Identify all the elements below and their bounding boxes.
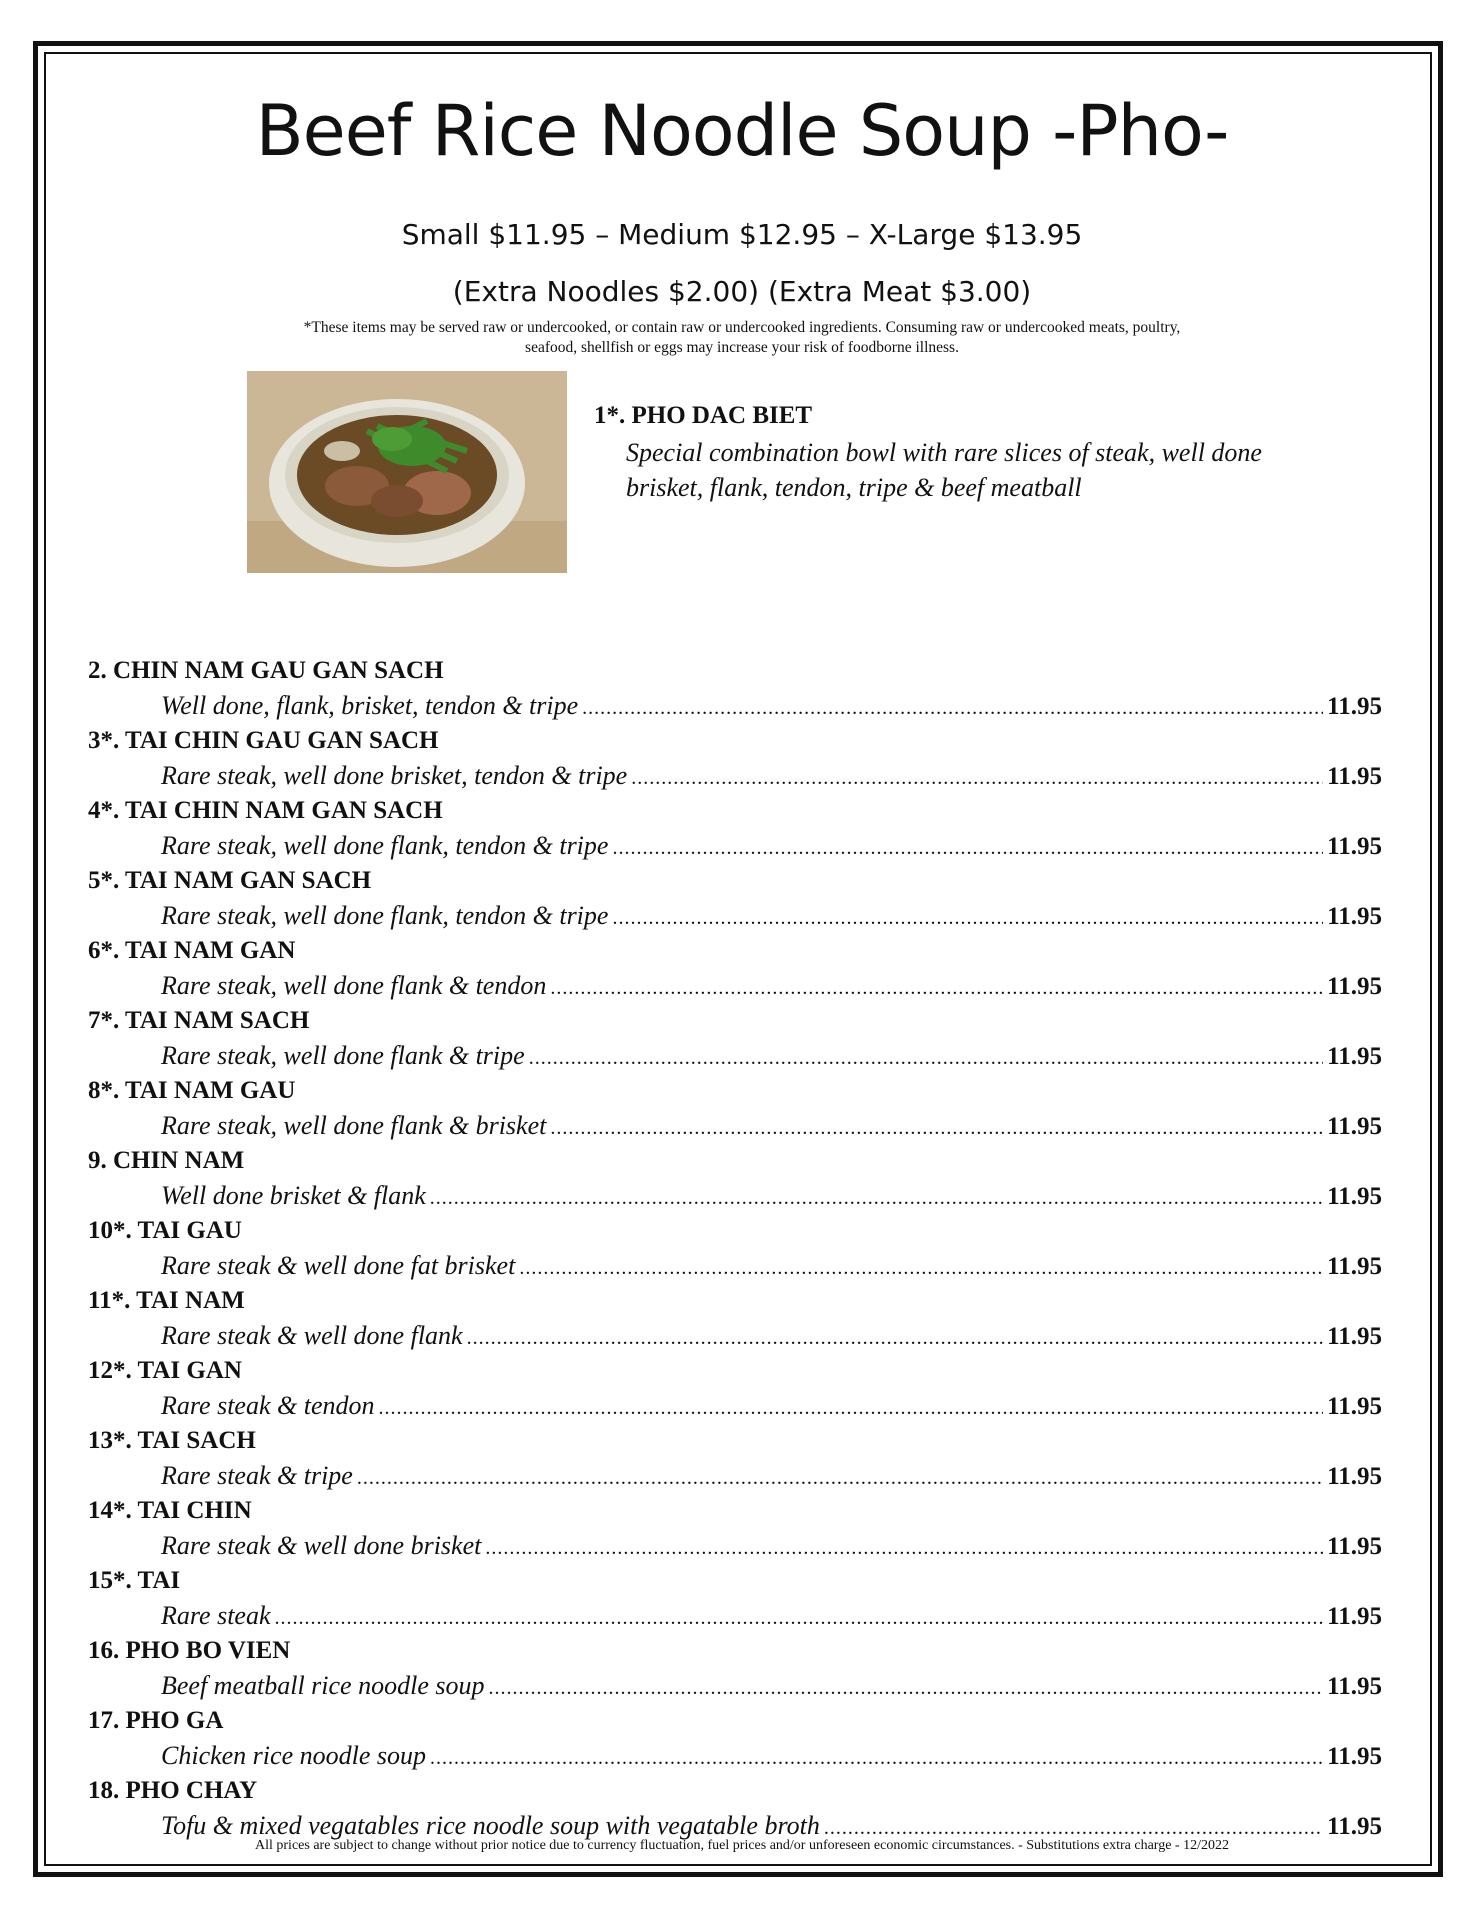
price-disclaimer: All prices are subject to change without prior notice due to currency fluctuation, fuel prices and/or unforeseen economic circumstances. - Substitutions extra charge - 12/2022 <box>255 1838 1229 1853</box>
item-price: 11.95 <box>1327 1533 1382 1560</box>
item-name: 15*. TAI <box>88 1567 181 1594</box>
item-name: 7*. TAI NAM SACH <box>88 1007 310 1034</box>
item-price: 11.95 <box>1327 833 1382 860</box>
menu-item <box>88 723 1382 793</box>
pho-bowl-illustration <box>247 371 567 573</box>
item-line <box>161 968 1382 1003</box>
item-name: 3*. TAI CHIN GAU GAN SACH <box>88 727 439 754</box>
item-name: 10*. TAI GAU <box>88 1217 242 1244</box>
item-name: 14*. TAI CHIN <box>88 1497 252 1524</box>
item-price: 11.95 <box>1327 1113 1382 1140</box>
item-description: Rare steak, well done flank & tripe <box>161 1041 525 1070</box>
consumer-advisory: *These items may be served raw or undercooked, or contain raw or undercooked ingredients. Consuming raw or undercooked meats, poultry, seafood, shellfish or eggs may increase your risk of foodborne illness. <box>303 319 1181 356</box>
item-description: Tofu & mixed vegatables rice noodle soup with vegatable broth <box>161 1811 820 1840</box>
dot-leader <box>488 1671 1323 1706</box>
featured-item-description: Special combination bowl with rare slices of steak, well done brisket, flank, tendon, tripe & beef meatball <box>626 438 1262 502</box>
menu-item <box>88 1493 1382 1563</box>
item-line <box>161 1108 1382 1143</box>
item-description: Chicken rice noodle soup <box>161 1741 426 1770</box>
item-description: Rare steak, well done flank, tendon & tripe <box>161 901 609 930</box>
item-line <box>161 1248 1382 1283</box>
item-name: 2. CHIN NAM GAU GAN SACH <box>88 657 444 684</box>
item-description: Rare steak, well done flank, tendon & tripe <box>161 831 609 860</box>
item-price: 11.95 <box>1327 1463 1382 1490</box>
dot-leader <box>582 691 1323 726</box>
item-description: Rare steak, well done brisket, tendon & tripe <box>161 761 628 790</box>
dot-leader <box>529 1041 1323 1076</box>
item-price: 11.95 <box>1327 1743 1382 1770</box>
dot-leader <box>430 1181 1323 1216</box>
size-prices: Small $11.95 – Medium $12.95 – X-Large $13.95 <box>401 218 1083 251</box>
item-line <box>161 1388 1382 1423</box>
menu-item <box>88 1283 1382 1353</box>
item-description: Rare steak <box>161 1601 271 1630</box>
item-line <box>161 1598 1382 1633</box>
item-price: 11.95 <box>1327 1393 1382 1420</box>
item-description: Rare steak & well done brisket <box>161 1531 482 1560</box>
dot-leader <box>550 1111 1323 1146</box>
menu-item <box>88 1073 1382 1143</box>
menu-item <box>88 1353 1382 1423</box>
item-description: Beef meatball rice noodle soup <box>161 1671 485 1700</box>
item-description: Rare steak & well done flank <box>161 1321 463 1350</box>
item-price: 11.95 <box>1327 763 1382 790</box>
menu-item <box>88 1633 1382 1703</box>
item-line <box>161 1528 1382 1563</box>
menu-item <box>88 653 1382 723</box>
item-name: 11*. TAI NAM <box>88 1287 245 1314</box>
item-line <box>161 1038 1382 1073</box>
item-line <box>161 1668 1382 1703</box>
item-name: 12*. TAI GAN <box>88 1357 242 1384</box>
dot-leader <box>631 761 1323 796</box>
menu-item <box>88 1773 1382 1843</box>
item-price: 11.95 <box>1327 973 1382 1000</box>
item-name: 5*. TAI NAM GAN SACH <box>88 867 372 894</box>
item-price: 11.95 <box>1327 903 1382 930</box>
menu-item <box>88 793 1382 863</box>
menu-item <box>88 1003 1382 1073</box>
item-name: 4*. TAI CHIN NAM GAN SACH <box>88 797 443 824</box>
item-line <box>161 1738 1382 1773</box>
item-name: 18. PHO CHAY <box>88 1777 258 1804</box>
dot-leader <box>612 831 1323 866</box>
dot-leader <box>430 1741 1323 1776</box>
featured-item-name: 1*. PHO DAC BIET <box>594 402 813 429</box>
item-line <box>161 898 1382 933</box>
menu-item <box>88 1213 1382 1283</box>
item-price: 11.95 <box>1327 1603 1382 1630</box>
dot-leader <box>612 901 1323 936</box>
menu-item <box>88 933 1382 1003</box>
item-description: Rare steak & tripe <box>161 1461 353 1490</box>
item-name: 9. CHIN NAM <box>88 1147 245 1174</box>
item-line <box>161 828 1382 863</box>
item-price: 11.95 <box>1327 1323 1382 1350</box>
item-price: 11.95 <box>1327 1813 1382 1840</box>
menu-list <box>88 653 1382 1843</box>
menu-item <box>88 1423 1382 1493</box>
item-price: 11.95 <box>1327 1183 1382 1210</box>
item-price: 11.95 <box>1327 1253 1382 1280</box>
menu-item <box>88 1563 1382 1633</box>
item-line <box>161 1458 1382 1493</box>
item-price: 11.95 <box>1327 1043 1382 1070</box>
item-line <box>161 688 1382 723</box>
item-description: Well done brisket & flank <box>161 1181 426 1210</box>
pho-bowl-photo <box>247 371 567 573</box>
item-description: Rare steak & tendon <box>161 1391 375 1420</box>
item-price: 11.95 <box>1327 1673 1382 1700</box>
extra-prices: (Extra Noodles $2.00) (Extra Meat $3.00) <box>452 275 1032 308</box>
item-description: Rare steak, well done flank & brisket <box>161 1111 547 1140</box>
dot-leader <box>485 1531 1323 1566</box>
dot-leader <box>357 1461 1323 1496</box>
menu-item <box>88 1703 1382 1773</box>
menu-item <box>88 1143 1382 1213</box>
menu-title: Beef Rice Noodle Soup -Pho- <box>255 90 1229 172</box>
item-line <box>161 1178 1382 1213</box>
item-description: Rare steak & well done fat brisket <box>161 1251 516 1280</box>
menu-item <box>88 863 1382 933</box>
item-description: Rare steak, well done flank & tendon <box>161 971 547 1000</box>
dot-leader <box>378 1391 1323 1426</box>
item-line <box>161 1318 1382 1353</box>
item-name: 17. PHO GA <box>88 1707 224 1734</box>
item-name: 8*. TAI NAM GAU <box>88 1077 296 1104</box>
dot-leader <box>467 1321 1324 1356</box>
item-name: 6*. TAI NAM GAN <box>88 937 296 964</box>
dot-leader <box>275 1601 1324 1636</box>
item-description: Well done, flank, brisket, tendon & tripe <box>161 691 579 720</box>
item-name: 16. PHO BO VIEN <box>88 1637 291 1664</box>
item-name: 13*. TAI SACH <box>88 1427 256 1454</box>
dot-leader <box>550 971 1323 1006</box>
item-line <box>161 758 1382 793</box>
dot-leader <box>519 1251 1323 1286</box>
item-price: 11.95 <box>1327 693 1382 720</box>
